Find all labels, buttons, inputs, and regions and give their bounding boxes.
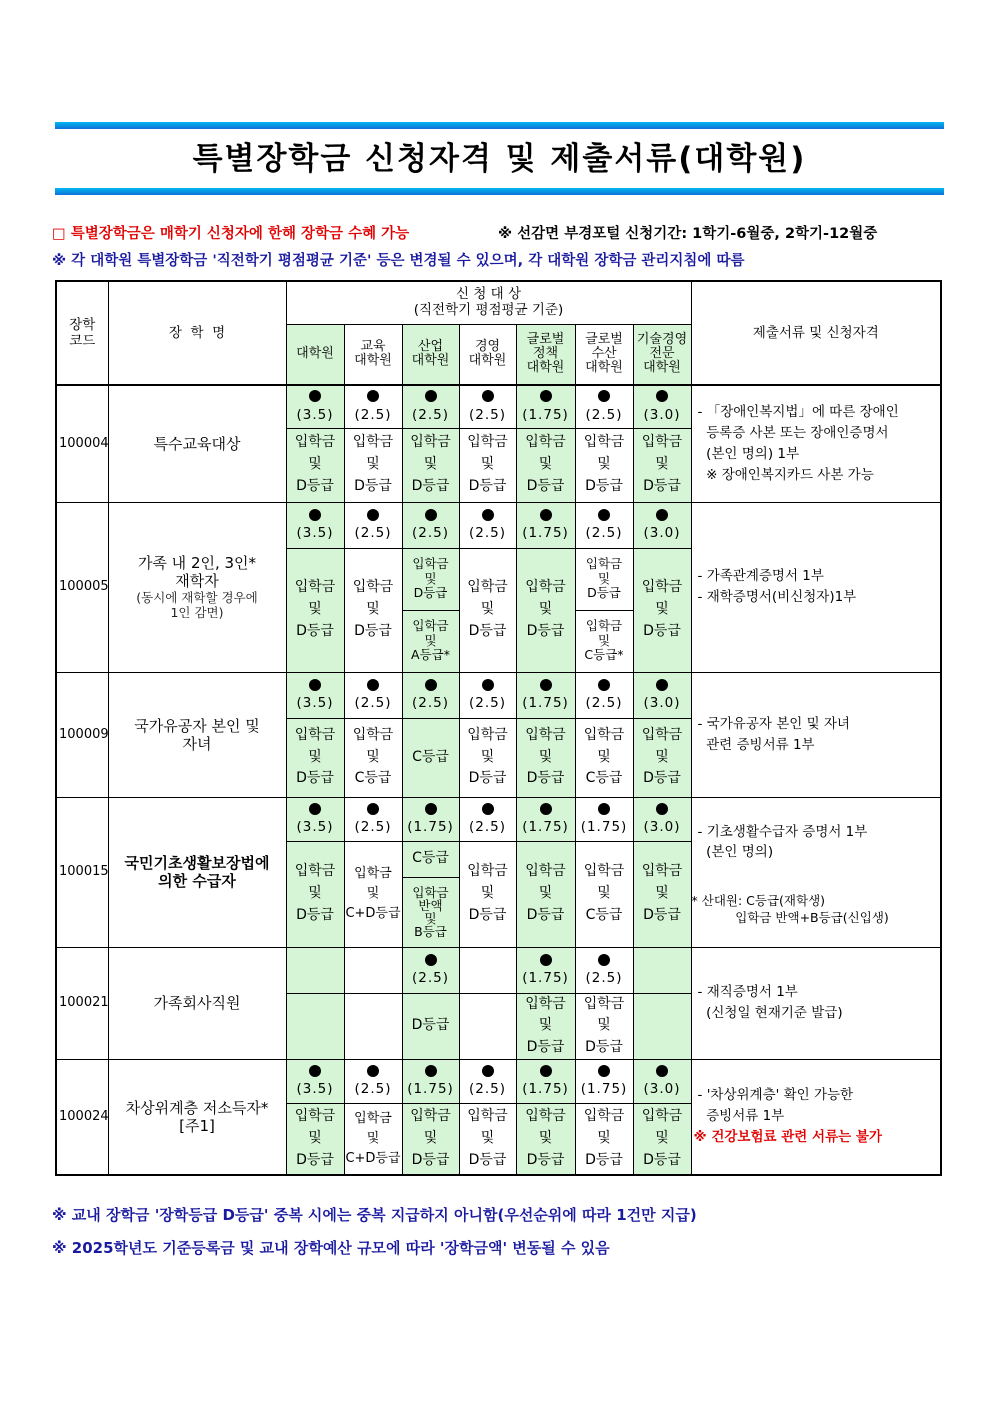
grade-cell: 입학금 및 D등급	[633, 718, 691, 797]
grade-cell: 입학금 및 C+D등급	[344, 1103, 402, 1175]
grade-cell: 입학금 및 D등급	[459, 428, 516, 502]
footer-line1: ※ 교내 장학금 '장학등급 D등급' 중복 시에는 중복 지급하지 아니함(우선순위에 따라 1건만 지급)	[52, 1206, 697, 1224]
grade-cell: 입학금 및 D등급	[633, 1103, 691, 1175]
gpa-value: (1.75)	[522, 970, 569, 987]
dot-icon	[367, 390, 379, 402]
grade-cell: 입학금 및 D등급	[575, 1103, 633, 1175]
dot-icon	[309, 679, 321, 691]
doc-line: - 재직증명서 1부	[697, 984, 798, 1001]
grade-cell: 입학금 및 D등급	[286, 1103, 344, 1175]
header-target-title: 신 청 대 상	[455, 286, 522, 303]
grade-cell: 입학금 및 D등급	[286, 548, 344, 672]
page-title: 특별장학금 신청자격 및 제출서류(대학원)	[192, 141, 807, 177]
grade-cell: 입학금 및 C등급	[575, 718, 633, 797]
row-code: 100024	[56, 1059, 108, 1175]
dot-icon	[598, 1065, 610, 1077]
header-school: 산업 대학원	[402, 324, 459, 385]
grade-cell: 입학금 및 C등급*	[575, 610, 633, 672]
gpa-value: (1.75)	[407, 1081, 454, 1098]
doc-line: (본인 명의)	[697, 844, 774, 861]
empty-cell	[286, 993, 344, 1059]
gpa-value: (3.5)	[296, 1081, 334, 1098]
dot-icon	[656, 390, 668, 402]
gpa-value: (2.5)	[468, 525, 506, 542]
row-docs	[691, 1059, 941, 1175]
title-bar-bottom	[55, 188, 944, 195]
gpa-value: (3.0)	[643, 1081, 681, 1098]
dot-icon	[482, 1065, 494, 1077]
doc-line: - '차상위계층' 확인 가능한	[697, 1087, 854, 1104]
gpa-value: (2.5)	[411, 695, 449, 712]
grade-cell: 입학금 및 D등급	[344, 548, 402, 672]
dot-icon	[309, 509, 321, 521]
doc-line: 관련 증빙서류 1부	[697, 736, 815, 753]
row-name	[108, 502, 286, 672]
gpa-value: (2.5)	[585, 970, 623, 987]
header-school: 글로벌 수산 대학원	[575, 324, 633, 385]
grade-cell: 입학금 및 D등급	[516, 548, 575, 672]
header-school: 경영 대학원	[459, 324, 516, 385]
empty-cell	[344, 993, 402, 1059]
doc-line: - 「장애인복지법」에 따른 장애인	[697, 403, 899, 420]
grade-cell: 입학금 및 D등급	[633, 841, 691, 947]
header-school: 교육 대학원	[344, 324, 402, 385]
gpa-value: (3.0)	[643, 525, 681, 542]
doc-line: 등록증 사본 또는 장애인증명서	[697, 424, 889, 441]
dot-icon	[598, 509, 610, 521]
grade-cell: 입학금 및 C등급	[575, 841, 633, 947]
empty-cell	[459, 947, 516, 993]
dot-icon	[425, 509, 437, 521]
gpa-value: (3.0)	[643, 407, 681, 424]
grade-cell: 입학금 및 D등급	[286, 428, 344, 502]
gpa-value: (1.75)	[580, 1081, 628, 1098]
dot-icon	[598, 954, 610, 966]
doc-line: (본인 명의) 1부	[697, 445, 800, 462]
gpa-value: (3.5)	[296, 407, 334, 424]
gpa-value: (2.5)	[411, 525, 449, 542]
row-docs	[691, 502, 941, 672]
row-code: 100004	[56, 385, 108, 502]
dot-icon	[656, 803, 668, 815]
dot-icon	[309, 1065, 321, 1077]
row-name: 국가유공자 본인 및 자녀	[108, 672, 286, 797]
grade-cell: 입학금 및 D등급	[516, 718, 575, 797]
empty-cell	[286, 947, 344, 993]
row-name: 가족회사직원	[108, 947, 286, 1059]
dot-icon	[656, 509, 668, 521]
gpa-value: (3.0)	[643, 695, 681, 712]
grade-cell: 입학금 및 D등급	[344, 428, 402, 502]
doc-note: 입학금 반액+B등급(신입생)	[691, 910, 889, 926]
grade-cell: 입학금 및 D등급	[575, 548, 633, 610]
gpa-value: (2.5)	[354, 695, 392, 712]
grade-cell: C등급	[402, 718, 459, 797]
grade-cell: 입학금 및 D등급	[286, 841, 344, 947]
note-line2: ※ 각 대학원 특별장학금 '직전학기 평점평균 기준' 등은 변경될 수 있으며, 각 대학원 장학금 관리지침에 따름	[52, 253, 745, 269]
grade-cell: 입학금 및 D등급	[402, 1103, 459, 1175]
dot-icon	[540, 509, 552, 521]
note-line1-right: ※ 선감면 부경포털 신청기간: 1학기-6월중, 2학기-12월중	[498, 226, 878, 242]
doc-line: - 국가유공자 본인 및 자녀	[697, 715, 850, 732]
dot-icon	[598, 679, 610, 691]
grade-cell: 입학금 및 D등급	[286, 718, 344, 797]
gpa-value: (2.5)	[354, 1081, 392, 1098]
grade-cell: 입학금 및 C등급	[344, 718, 402, 797]
grade-cell: 입학금 및 D등급	[459, 1103, 516, 1175]
grade-cell: 입학금 및 D등급	[575, 428, 633, 502]
gpa-value: (2.5)	[468, 695, 506, 712]
dot-icon	[425, 954, 437, 966]
dot-icon	[367, 803, 379, 815]
dot-icon	[425, 1065, 437, 1077]
grade-cell: 입학금 및 D등급	[459, 718, 516, 797]
grade-cell: 입학금 및 D등급	[633, 548, 691, 672]
header-docs: 제출서류 및 신청자격	[691, 281, 941, 385]
gpa-value: (1.75)	[407, 819, 454, 836]
header-target-sub: (직전학기 평점평균 기준)	[413, 301, 564, 318]
gpa-value: (2.5)	[411, 407, 449, 424]
dot-icon	[425, 803, 437, 815]
gpa-value: (3.5)	[296, 819, 334, 836]
row-docs	[691, 385, 941, 502]
gpa-value: (2.5)	[354, 407, 392, 424]
row-name: 국민기초생활보장법에 의한 수급자	[108, 797, 286, 947]
gpa-value: (3.5)	[296, 695, 334, 712]
grade-cell: 입학금 및 D등급	[516, 1103, 575, 1175]
dot-icon	[656, 679, 668, 691]
gpa-value: (1.75)	[522, 525, 569, 542]
dot-icon	[598, 390, 610, 402]
doc-line: ※ 장애인복지카드 사본 가능	[697, 466, 874, 483]
row-name-main: 가족 내 2인, 3인* 재학자	[137, 554, 257, 590]
row-name-sub: (동시에 재학할 경우에 1인 감면)	[136, 590, 258, 620]
dot-icon	[540, 954, 552, 966]
header-school: 대학원	[286, 324, 344, 385]
row-name: 특수교육대상	[108, 385, 286, 502]
dot-icon	[482, 509, 494, 521]
row-docs	[691, 947, 941, 1059]
grade-cell: 입학금 및 D등급	[516, 428, 575, 502]
dot-icon	[367, 679, 379, 691]
gpa-value: (1.75)	[522, 1081, 569, 1098]
gpa-value: (2.5)	[411, 970, 449, 987]
header-code: 장학 코드	[56, 281, 108, 385]
row-docs	[691, 797, 941, 947]
gpa-value: (3.5)	[296, 525, 334, 542]
empty-cell	[633, 993, 691, 1059]
note-line1-left: □ 특별장학금은 매학기 신청자에 한해 장학금 수혜 가능	[52, 226, 410, 242]
doc-line: - 기초생활수급자 증명서 1부	[697, 823, 868, 840]
grade-cell: 입학금 및 D등급	[633, 428, 691, 502]
grade-cell: 입학금 반액 및 B등급	[402, 877, 459, 947]
gpa-value: (2.5)	[468, 1081, 506, 1098]
scholarship-table	[55, 280, 942, 1176]
row-code: 100021	[56, 947, 108, 1059]
empty-cell	[459, 993, 516, 1059]
gpa-value: (1.75)	[580, 819, 628, 836]
dot-icon	[540, 1065, 552, 1077]
gpa-value: (2.5)	[468, 407, 506, 424]
dot-icon	[482, 390, 494, 402]
doc-line: - 가족관계증명서 1부	[697, 568, 824, 585]
grade-cell: 입학금 및 D등급	[459, 548, 516, 672]
gpa-value: (1.75)	[522, 695, 569, 712]
gpa-value: (1.75)	[522, 407, 569, 424]
gpa-value: (2.5)	[585, 695, 623, 712]
title-bar-top	[55, 122, 944, 129]
dot-icon	[482, 803, 494, 815]
gpa-value: (2.5)	[585, 525, 623, 542]
grade-cell: 입학금 및 A등급*	[402, 610, 459, 672]
doc-line: (신청일 현재기준 발급)	[697, 1005, 843, 1022]
dot-icon	[367, 1065, 379, 1077]
header-school: 글로벌 정책 대학원	[516, 324, 575, 385]
grade-cell: 입학금 및 D등급	[402, 428, 459, 502]
gpa-value: (1.75)	[522, 819, 569, 836]
grade-cell: 입학금 및 D등급	[575, 993, 633, 1059]
gpa-value: (2.5)	[468, 819, 506, 836]
dot-icon	[425, 390, 437, 402]
gpa-value: (2.5)	[354, 525, 392, 542]
dot-icon	[540, 679, 552, 691]
row-docs	[691, 672, 941, 797]
row-code: 100015	[56, 797, 108, 947]
empty-cell	[344, 947, 402, 993]
doc-warning: ※ 건강보험료 관련 서류는 불가	[693, 1129, 882, 1146]
dot-icon	[309, 390, 321, 402]
dot-icon	[309, 803, 321, 815]
footer-line2: ※ 2025학년도 기준등록금 및 교내 장학예산 규모에 따라 '장학금액' 변동될 수 있음	[52, 1239, 610, 1257]
header-school: 기술경영 전문 대학원	[633, 324, 691, 385]
grade-cell: 입학금 및 D등급	[459, 841, 516, 947]
gpa-value: (2.5)	[585, 407, 623, 424]
dot-icon	[540, 803, 552, 815]
dot-icon	[482, 679, 494, 691]
doc-note: * 산대원: C등급(재학생)	[691, 893, 826, 909]
grade-cell: 입학금 및 D등급	[516, 841, 575, 947]
grade-cell: D등급	[402, 993, 459, 1059]
dot-icon	[540, 390, 552, 402]
empty-cell	[633, 947, 691, 993]
row-code: 100009	[56, 672, 108, 797]
header-name: 장 학 명	[108, 281, 286, 385]
grade-cell: 입학금 및 D등급	[402, 548, 459, 610]
dot-icon	[425, 679, 437, 691]
gpa-value: (2.5)	[354, 819, 392, 836]
row-code: 100005	[56, 502, 108, 672]
header-target	[286, 281, 691, 324]
dot-icon	[367, 509, 379, 521]
doc-line: - 재학증명서(비신청자)1부	[697, 589, 857, 605]
gpa-value: (3.0)	[643, 819, 681, 836]
grade-cell: C등급	[402, 841, 459, 877]
grade-cell: 입학금 및 C+D등급	[344, 841, 402, 947]
doc-line: 증빙서류 1부	[697, 1108, 785, 1125]
grade-cell: 입학금 및 D등급	[516, 993, 575, 1059]
dot-icon	[598, 803, 610, 815]
dot-icon	[656, 1065, 668, 1077]
row-name: 차상위계층 저소득자* [주1]	[108, 1059, 286, 1175]
